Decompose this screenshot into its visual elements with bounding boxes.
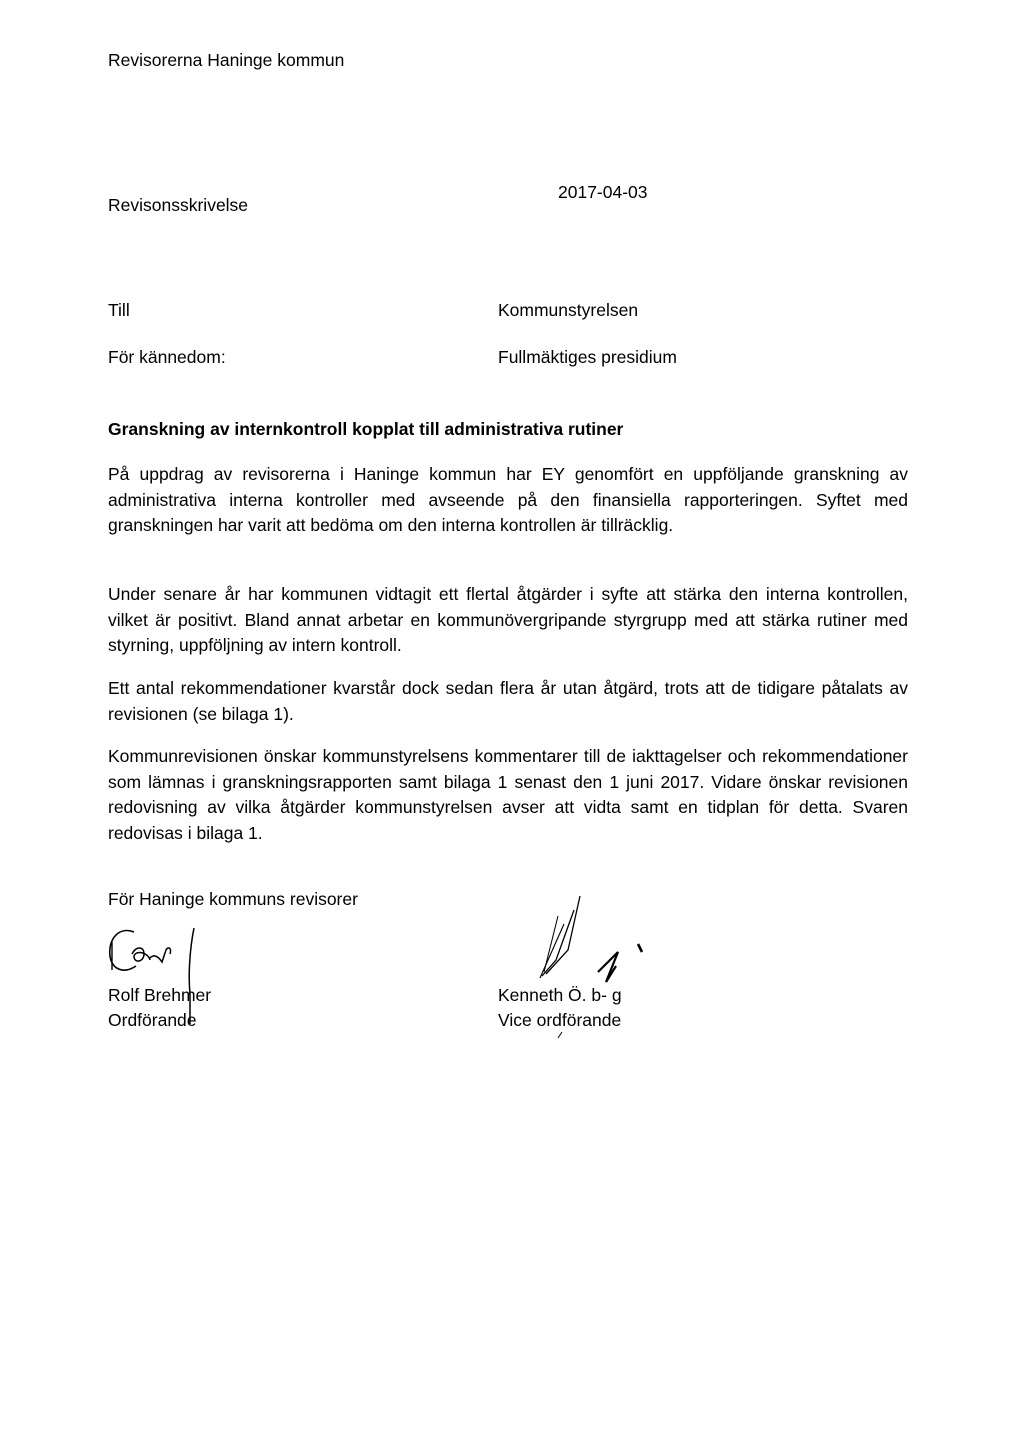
document-type: Revisonsskrivelse [108, 195, 249, 215]
letter-title: Granskning av internkontroll kopplat till administrativa rutiner [108, 419, 624, 439]
recipient-label: Till [108, 300, 130, 320]
body-paragraph: På uppdrag av revisorerna i Haninge kommun har EY genomfört en uppföljande granskning av administrativa interna kontroller med avseende på den finansiella rapporteringen. Syftet med granskningen har varit att bedöma om den interna kontrollen är tillräcklig. [108, 464, 908, 535]
organization-header: Revisorerna Haninge kommun [108, 50, 345, 70]
signatory-2-name: Kenneth Ö. b- g [498, 985, 622, 1005]
signatory-1-role: Ordförande [108, 1010, 197, 1030]
recipient-value: Kommunstyrelsen [498, 300, 639, 320]
body-paragraph: Ett antal rekommendationer kvarstår dock sedan flera år utan åtgärd, trots att de tidigare påtalats av revisionen (se bilaga 1). [108, 678, 908, 724]
closing-line: För Haninge kommuns revisorer [108, 889, 358, 909]
signatory-2-role: Vice ordförande [498, 1010, 622, 1030]
body-paragraph: Under senare år har kommunen vidtagit ett flertal åtgärder i syfte att stärka den interna kontrollen, vilket är positivt. Bland annat arbetar en kommunövergripande styrgrupp med att stärka rutiner med styrning, uppföljning av intern kontroll. [108, 584, 908, 655]
cc-label: För kännedom: [108, 347, 226, 367]
body-paragraph: Kommunrevisionen önskar kommunstyrelsens kommentarer till de iakttagelser och rekommendationer som lämnas i granskningsrapporten samt bilaga 1 senast den 1 juni 2017. Vidare önskar revisionen redovisning av vilka åtgärder kommunstyrelsen avser att vidta samt en tidplan för detta. Svaren redovisas i bilaga 1. [108, 746, 908, 843]
signatory-1-name: Rolf Brehmer [108, 985, 212, 1005]
cc-value: Fullmäktiges presidium [498, 347, 677, 367]
document-date: 2017-04-03 [558, 182, 648, 202]
